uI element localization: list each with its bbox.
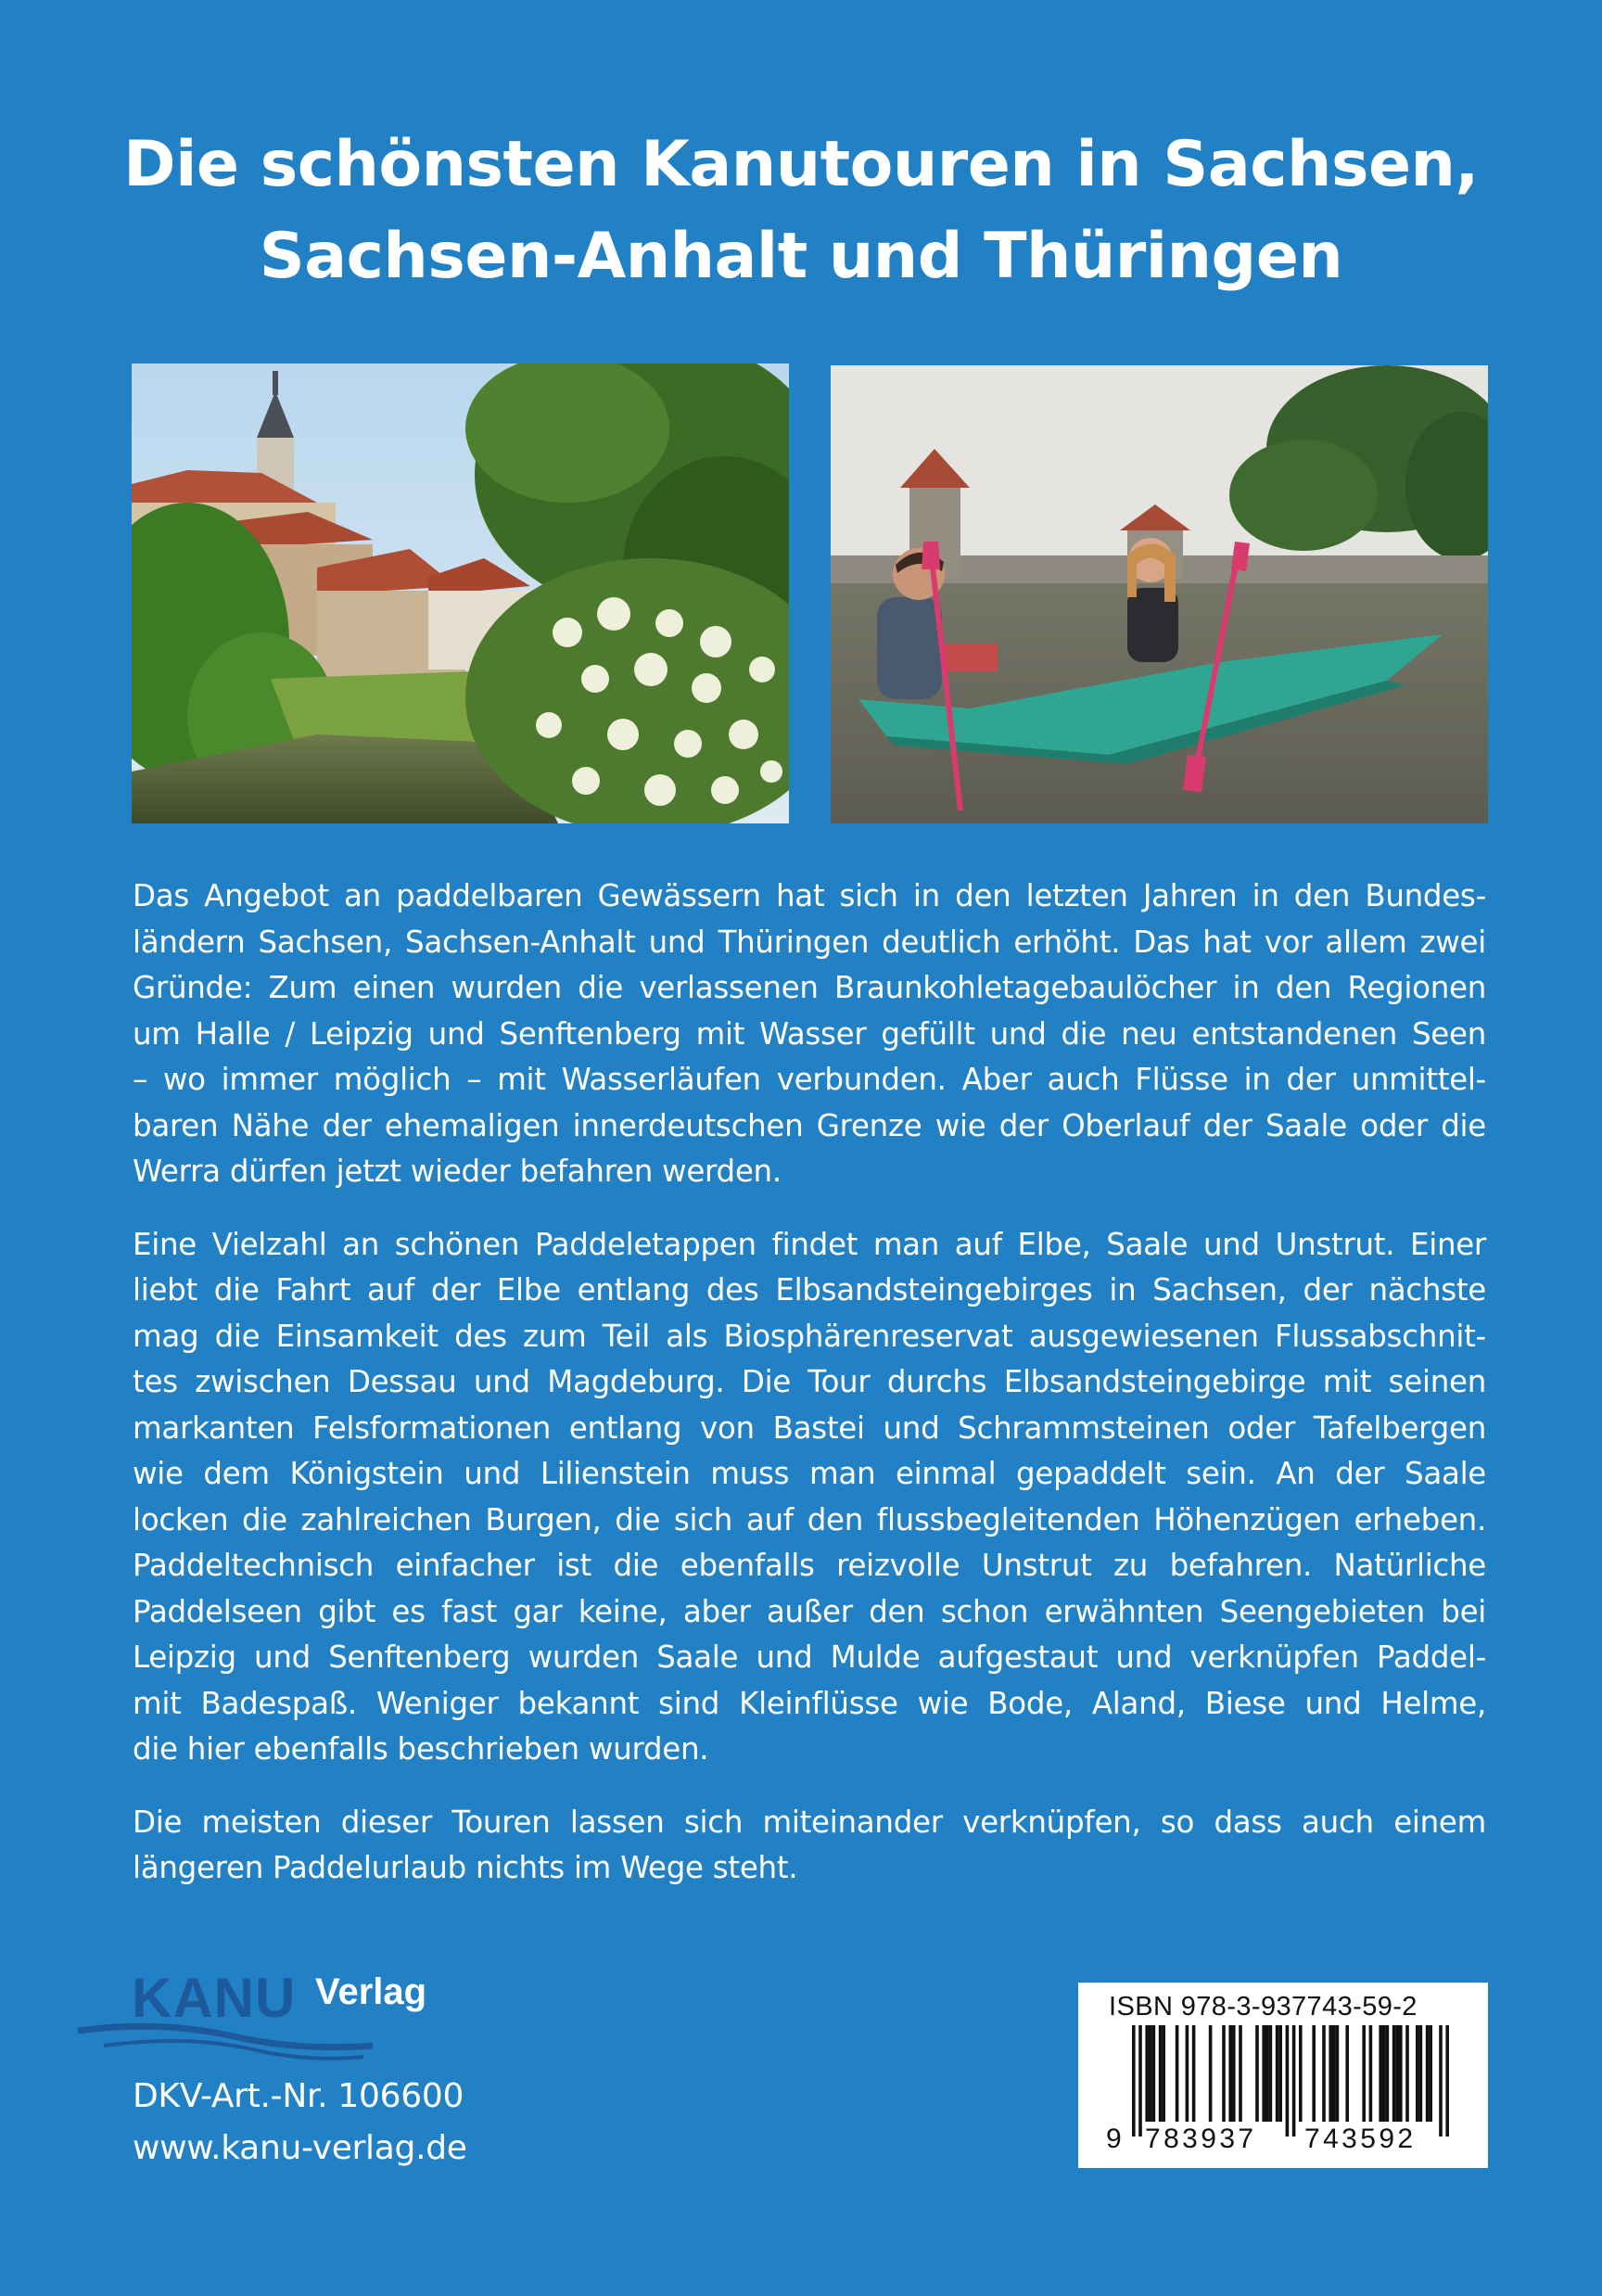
wave-icon (76, 2018, 382, 2073)
barcode-bar (1386, 2025, 1390, 2122)
text-line: locken die zahlreichen Burgen, die sich auf den flussbegleitenden Höhenzügen erheben. (133, 1501, 1486, 1537)
isbn-barcode (1078, 1983, 1488, 2168)
barcode-bar (1329, 2025, 1332, 2122)
barcode-bar (1145, 2025, 1149, 2122)
barcode-bar (1239, 2025, 1242, 2122)
text-line: markanten Felsformationen entlang von Bastei und Schrammsteinen oder Tafelbergen (133, 1409, 1486, 1446)
barcode-bar (1186, 2025, 1189, 2122)
paragraph-1 (133, 874, 1486, 1195)
text-line: Paddeltechnisch einfacher ist die ebenfalls reizvolle Unstrut zu befahren. Natürliche (133, 1548, 1486, 1583)
publisher-website[interactable]: www.kanu-verlag.de (133, 2129, 467, 2167)
village-river-photo (132, 364, 789, 823)
barcode-bar (1209, 2025, 1213, 2122)
barcode-bar (1312, 2025, 1316, 2122)
text-line: Eine Vielzahl an schönen Paddeletappen findet man auf Elbe, Saale und Unstrut. Einer (133, 1226, 1486, 1262)
text-line: mit Badespaß. Weniger bekannt sind Kleinflüsse wie Bode, Aland, Biese und Helme, (133, 1685, 1486, 1721)
barcode-bar (1429, 2025, 1432, 2122)
title-line-2: Sachsen-Anhalt und Thüringen (259, 220, 1343, 293)
text-line: baren Nähe der ehemaligen innerdeutschen Grenze wie der Oberlauf der Saale oder die (133, 1107, 1486, 1143)
barcode-bar (1292, 2025, 1296, 2137)
barcode-digits-right: 743592 (1304, 2124, 1417, 2154)
logo-verlag-text: Verlag (315, 1971, 427, 2012)
barcode-bar (1322, 2025, 1326, 2122)
barcode-bar (1392, 2025, 1396, 2122)
title-line-1: Die schönsten Kanutouren in Sachsen, (123, 128, 1479, 201)
barcode-digits-left: 783937 (1145, 2124, 1257, 2154)
text-line: wie dem Königstein und Lilienstein muss man einmal gepaddelt sein. An der Saale (133, 1456, 1486, 1491)
text-line: ländern Sachsen, Sachsen-Anhalt und Thüringen deutlich erhöht. Das hat vor allem zwei (133, 924, 1486, 960)
barcode-bar (1278, 2025, 1282, 2122)
paragraph-3 (133, 1800, 1486, 1892)
barcode-bar (1265, 2025, 1269, 2122)
text-line: Gründe: Zum einen wurden die verlassenen Braunkohletagebaulöcher in den Regionen (133, 970, 1486, 1005)
barcode-bar (1419, 2025, 1423, 2122)
barcode-bar (1162, 2025, 1165, 2122)
text-line: tes zwischen Dessau und Magdeburg. Die Tour durchs Elbsandsteingebirge mit seinen (133, 1364, 1486, 1399)
barcode-bar (1399, 2025, 1403, 2122)
kayak-couple-photo (831, 365, 1488, 823)
barcode-bar (1336, 2025, 1340, 2122)
barcode-bar (1362, 2025, 1366, 2122)
text-line: Die meisten dieser Touren lassen sich miteinander verknüpfen, so dass auch einem (133, 1804, 1486, 1840)
barcode-digit-first: 9 (1106, 2124, 1125, 2154)
barcode-bar (1138, 2025, 1142, 2137)
barcode-bar (1379, 2025, 1382, 2122)
barcode-bar (1176, 2025, 1179, 2122)
barcode-bar (1149, 2025, 1152, 2122)
barcode-bar (1382, 2025, 1386, 2122)
barcode-bar (1299, 2025, 1303, 2122)
barcode-icon (1078, 1983, 1488, 2168)
barcode-bar (1269, 2025, 1273, 2122)
description-text (133, 874, 1486, 1919)
paragraph-2 (133, 1222, 1486, 1773)
text-line: liebt die Fahrt auf der Elbe entlang des Elbsandsteingebirges in Sachsen, der nächste (133, 1272, 1486, 1307)
isbn-label: ISBN 978-3-937743-59-2 (1109, 1992, 1418, 2022)
barcode-bar (1222, 2025, 1226, 2122)
logo-kanu-text: KANU (132, 1967, 297, 2029)
kanu-verlag-logo (76, 1966, 502, 2068)
barcode-bar (1445, 2025, 1449, 2137)
barcode-bar (1416, 2025, 1419, 2122)
village-river-photo-icon (132, 364, 789, 823)
article-number: DKV-Art.-Nr. 106600 (133, 2077, 464, 2115)
text-line: – wo immer möglich – mit Wasserläufen verbunden. Aber auch Flüsse in der unmittel- (133, 1062, 1486, 1097)
barcode-bar (1232, 2025, 1236, 2122)
barcode-bar (1262, 2025, 1265, 2122)
barcode-bar (1276, 2025, 1279, 2122)
barcode-bar (1152, 2025, 1156, 2122)
barcode-bar (1426, 2025, 1430, 2122)
barcode-bar (1286, 2025, 1290, 2137)
text-line: Paddelseen gibt es fast gar keine, aber außer den schon erwähnten Seengebieten bei (133, 1593, 1486, 1629)
barcode-bar (1369, 2025, 1373, 2122)
kayak-couple-photo-icon (831, 365, 1488, 823)
text-line: längeren Paddelurlaub nichts im Wege steht. (133, 1850, 798, 1885)
text-line: Werra dürfen jetzt wieder befahren werden. (133, 1154, 782, 1189)
barcode-bar (1159, 2025, 1163, 2122)
barcode-bar (1228, 2025, 1232, 2122)
barcode-bar (1405, 2025, 1409, 2122)
barcode-bar (1345, 2025, 1349, 2122)
barcode-bar (1255, 2025, 1259, 2122)
barcode-bar (1395, 2025, 1399, 2122)
barcode-bar (1332, 2025, 1336, 2122)
barcode-bar (1132, 2025, 1136, 2137)
text-line: um Halle / Leipzig und Senftenberg mit Wasser gefüllt und die neu entstandenen Seen (133, 1015, 1486, 1052)
book-title (0, 119, 1602, 302)
barcode-bar (1439, 2025, 1443, 2137)
text-line: Das Angebot an paddelbaren Gewässern hat sich in den letzten Jahren in den Bundes- (133, 878, 1486, 913)
text-line: Leipzig und Senftenberg wurden Saale und Mulde aufgestaut und verknüpfen Paddel- (133, 1639, 1486, 1675)
text-line: die hier ebenfalls beschrieben wurden. (133, 1731, 709, 1767)
text-line: mag die Einsamkeit des zum Teil als Biosphärenreservat ausgewiesenen Flussabschnit- (133, 1318, 1486, 1354)
barcode-bar (1192, 2025, 1196, 2122)
